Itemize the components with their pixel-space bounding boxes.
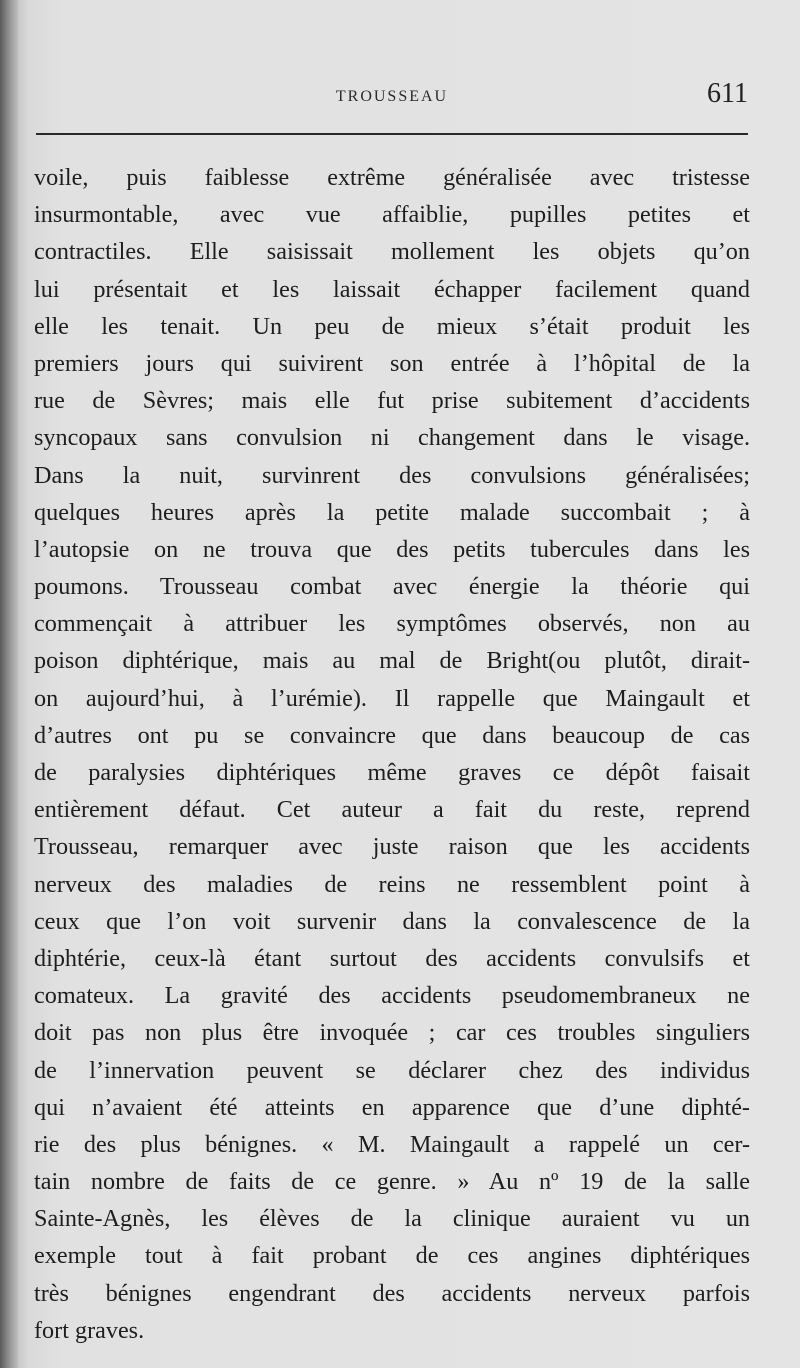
text-line: rue de Sèvres; mais elle fut prise subitement d’accidents <box>34 387 750 415</box>
text-line: de l’innervation peuvent se déclarer chez des individus <box>34 1056 750 1084</box>
text-line: l’autopsie on ne trouva que des petits tubercules dans les <box>34 535 750 563</box>
text-line: Trousseau, remarquer avec juste raison que les accidents <box>34 833 750 861</box>
text-line: de paralysies diphtériques même graves ce dépôt faisait <box>34 759 750 786</box>
text-line: Sainte-Agnès, les élèves de la clinique auraient vu un <box>34 1205 750 1233</box>
text-line: on aujourd’hui, à l’urémie). Il rappelle que Maingault et <box>34 684 750 712</box>
text-line: ceux que l’on voit survenir dans la convalescence de la <box>34 907 750 935</box>
running-head: TROUSSEAU <box>335 88 449 105</box>
text-line: lui présentait et les laissait échapper facilement quand <box>34 275 750 303</box>
text-line: diphtérie, ceux-là étant surtout des accidents convulsifs et <box>34 944 750 972</box>
text-line: d’autres ont pu se convaincre que dans beaucoup de cas <box>34 721 750 749</box>
text-line: poison diphtérique, mais au mal de Bright(ou plutôt, dirait- <box>34 647 750 675</box>
text-line: entièrement défaut. Cet auteur a fait du reste, reprend <box>34 796 750 824</box>
page-number: 611 <box>707 78 748 109</box>
text-line: nerveux des maladies de reins ne ressemblent point à <box>34 870 750 898</box>
text-line: très bénignes engendrant des accidents nerveux parfois <box>34 1279 750 1307</box>
text-line: exemple tout à fait probant de ces angines diphtériques <box>34 1242 750 1270</box>
header-rule <box>36 133 748 135</box>
text-line: tain nombre de faits de ce genre. » Au nº 19 de la salle <box>34 1168 750 1196</box>
text-line-last: fort graves. <box>34 1316 145 1344</box>
text-line: quelques heures après la petite malade succombait ; à <box>34 498 750 526</box>
text-line: doit pas non plus être invoquée ; car ces troubles singuliers <box>34 1019 750 1047</box>
text-line: poumons. Trousseau combat avec énergie la théorie qui <box>34 573 750 601</box>
text-line: premiers jours qui suivirent son entrée à l’hôpital de la <box>34 349 750 377</box>
page-header <box>36 78 748 118</box>
text-line: elle les tenait. Un peu de mieux s’était produit les <box>34 312 750 340</box>
book-spine-shadow <box>0 0 18 1368</box>
text-line: contractiles. Elle saisissait mollement les objets qu’on <box>34 238 750 266</box>
body-paragraph <box>34 159 750 1349</box>
text-line: rie des plus bénignes. « M. Maingault a rappelé un cer- <box>34 1130 750 1158</box>
text-line: insurmontable, avec vue affaiblie, pupilles petites et <box>34 201 750 229</box>
text-line: qui n’avaient été atteints en apparence que d’une diphté- <box>34 1093 750 1121</box>
text-line: syncopaux sans convulsion ni changement dans le visage. <box>34 424 750 452</box>
text-line: voile, puis faiblesse extrême généralisée avec tristesse <box>34 164 750 191</box>
text-line: comateux. La gravité des accidents pseudomembraneux ne <box>34 982 750 1010</box>
text-line: commençait à attribuer les symptômes observés, non au <box>34 610 750 638</box>
text-line: Dans la nuit, survinrent des convulsions généralisées; <box>34 461 750 489</box>
